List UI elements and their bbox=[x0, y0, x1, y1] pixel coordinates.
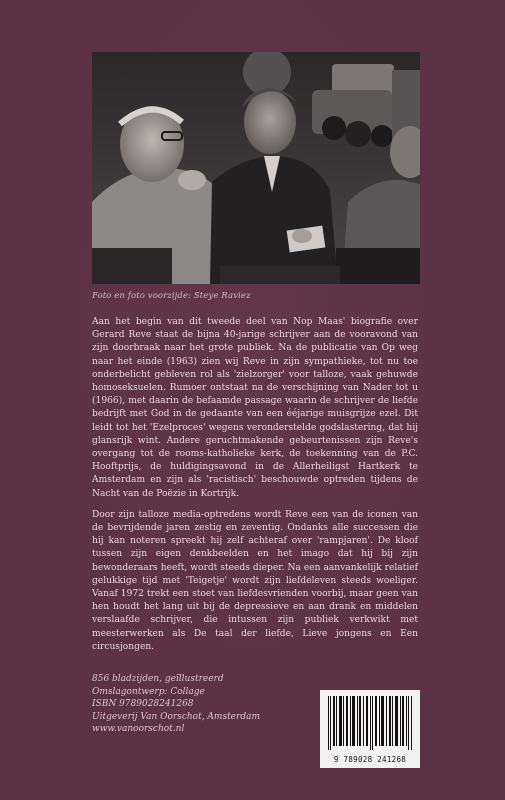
blurb-paragraph-1: Aan het begin van dit tweede deel van Nop Maas' biografie over Gerard Reve staat de bijna 40-jarige schrijver aan de vooravond van zijn doorbraak naar het grote publiek. Na de publicatie van Op weg naar het einde (1963) zien wij Reve in zijn sympathieke, tot nu toe onderbelicht gebleven rol als 'zielzorger' voor talloze, vaak gehuwde homoseksuelen. Rumoer ontstaat na de verschijning van Nader tot u (1966), met daarin de befaamde passage waarin de schrijver de liefde bedrijft met God in de gedaante van een ééjarige muisgrijze ezel. Dit leidt tot het 'Ezelproces' wegens veronderstelde godslastering, dat hij glansrijk wint. Andere geruchtmakende gebeurtenissen zijn Reve's overgang tot de rooms-katholieke kerk, de toekenning van de P.C. Hooftprijs, de huldigingsavond in de Allerheiligst Hartkerk te Amsterdam en zijn als 'racistisch' beschouwde optreden tijdens de Nacht van de Poëzie in Kortrijk. bbox=[92, 317, 418, 499]
blurb bbox=[92, 316, 418, 654]
barcode bbox=[320, 690, 420, 768]
photo-illustration bbox=[92, 52, 420, 284]
isbn: ISBN 9789028241268 bbox=[92, 699, 194, 710]
cover-photo bbox=[92, 52, 420, 284]
page-count: 856 bladzijden, geïllustreerd bbox=[92, 674, 224, 684]
cover-design: Omslagontwerp: Collage bbox=[92, 686, 205, 697]
barcode-digits: 9 789028 241268 bbox=[333, 755, 407, 764]
blurb-paragraph-2: Door zijn talloze media-optredens wordt Reve een van de iconen van de bevrijdende jaren zestig en zeventig. Ondanks alle successen die hij kan noteren spreekt hij zelf achteraf over 'rampjaren'. De kloof tussen zijn eigen denkbeelden en het imago dat hij bij zijn bewonderaars heeft, wordt steeds dieper. Na een aanvankelijk relatief gelukkige tijd met 'Teigetje' wordt zijn liefdeleven steeds woeliger. Vanaf 1972 trekt een stoet van liefdesvrienden voorbij, maar geen van hen houdt het lang uit bij de depressieve en aan drank en middelen verslaafde schrijver, die intussen zijn publiek verkwikt met meesterwerken als De taal der liefde, Lieve jongens en Een circusjongen. bbox=[92, 509, 418, 652]
barcode-bars bbox=[328, 696, 414, 750]
book-info bbox=[92, 673, 292, 736]
website: www.vanoorschot.nl bbox=[92, 724, 185, 735]
publisher: Uitgeverij Van Oorschot, Amsterdam bbox=[92, 711, 260, 722]
photo-credit: Foto en foto voorzijde: Steye Raviez bbox=[92, 291, 251, 301]
